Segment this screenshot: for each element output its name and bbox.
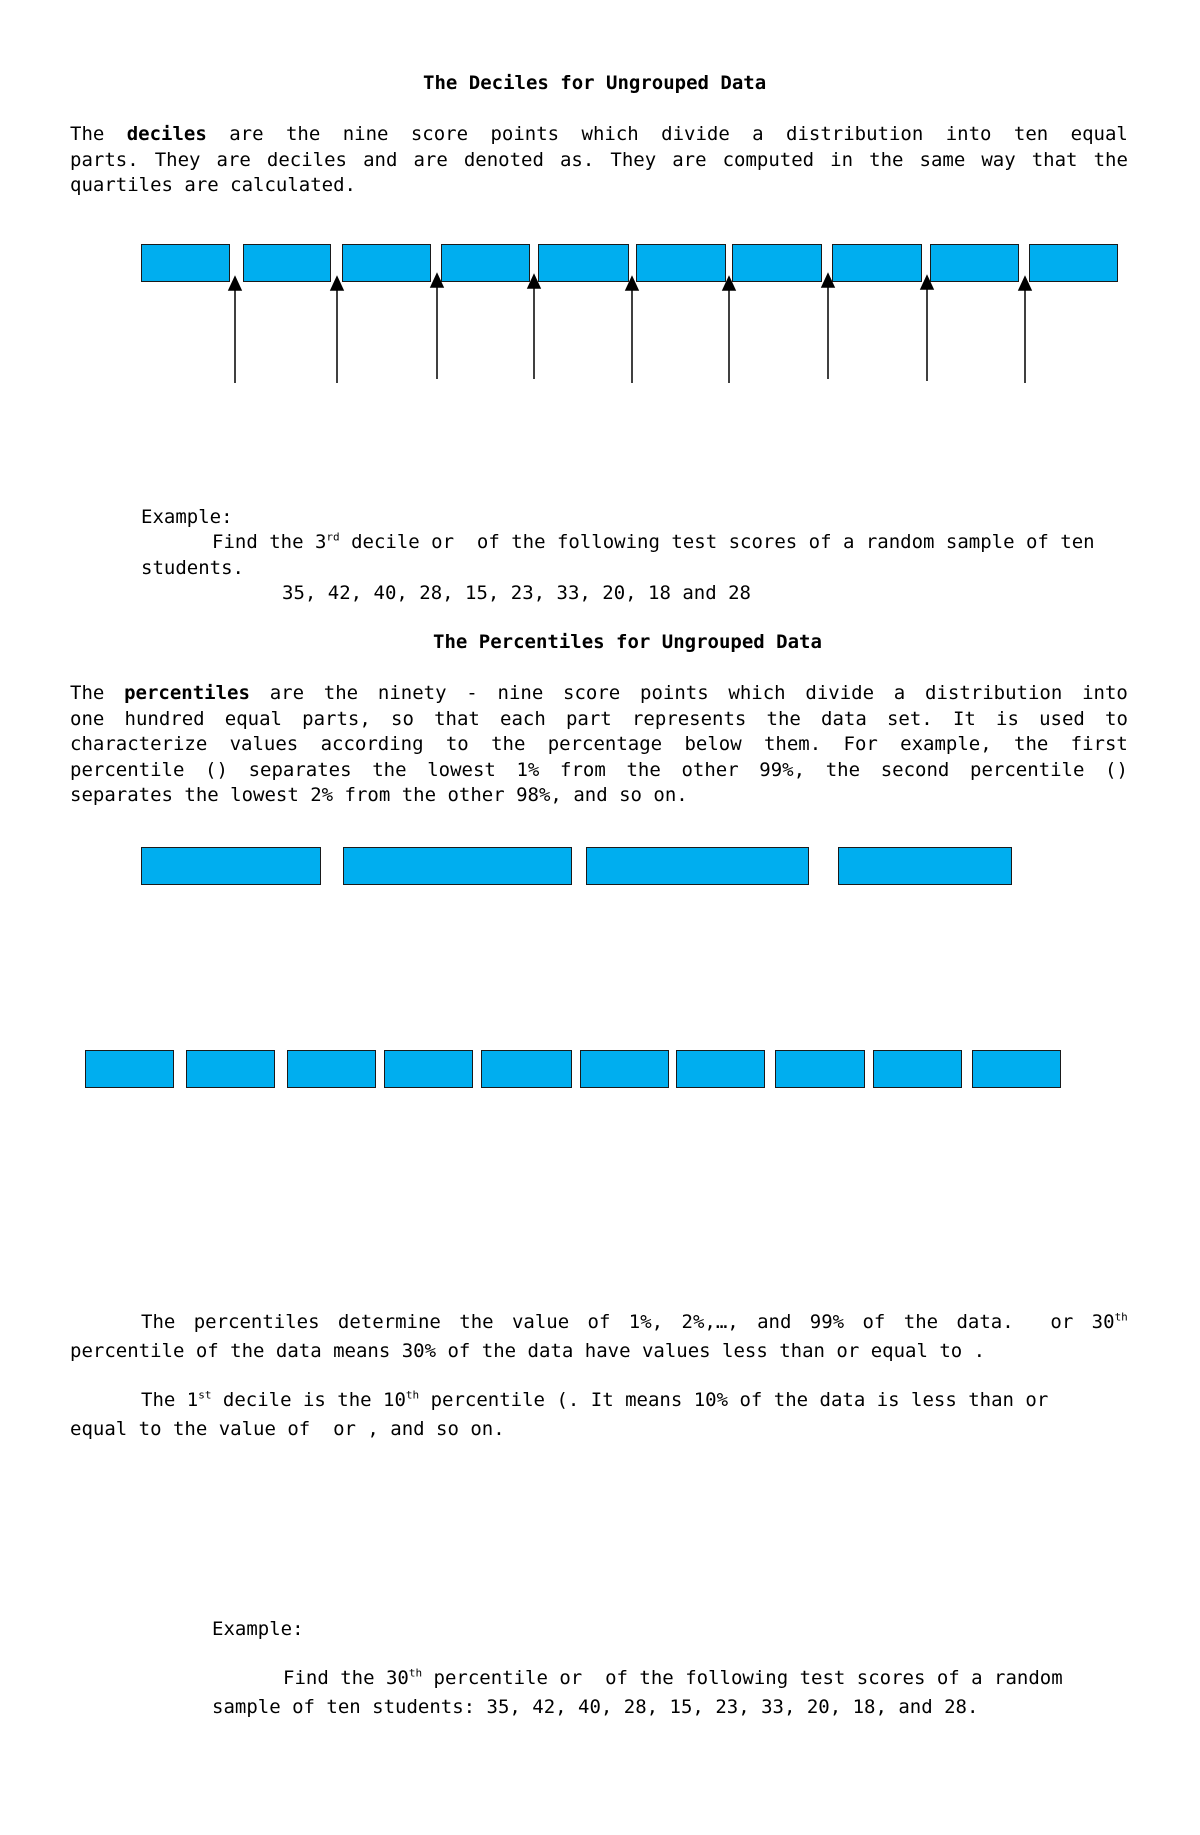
word: which [581, 123, 639, 145]
word: the [285, 123, 321, 145]
word: It [952, 708, 976, 730]
word: characterize [70, 733, 208, 755]
percentiles-paragraph-line-2 [70, 707, 1128, 731]
word: ninety [377, 682, 447, 704]
decile-arrowhead [822, 274, 834, 287]
percentile-box [343, 847, 572, 885]
word: denoted [463, 149, 544, 171]
word: of [862, 1311, 886, 1333]
word: below [684, 733, 742, 755]
word: points [640, 682, 709, 704]
percentiles-determine-line-1 [141, 1310, 1128, 1334]
word: the [372, 759, 407, 781]
percentile-box [838, 847, 1012, 885]
word: or [1050, 1311, 1074, 1333]
word: a [752, 123, 764, 145]
percentiles-paragraph-line-5: separates the lowest 2% from the other 98%, and so on. [70, 784, 688, 806]
word: They [154, 149, 201, 171]
percentiles-paragraph-line-1 [70, 681, 1128, 705]
word: distribution [786, 123, 924, 145]
decile-arrowhead [921, 276, 933, 289]
word: are [269, 682, 305, 704]
word: The [141, 1311, 176, 1333]
word: 1%, [628, 1311, 664, 1333]
word: first [1070, 733, 1128, 755]
word: represents [631, 708, 747, 730]
word: 1% [516, 759, 540, 781]
word: which [728, 682, 786, 704]
word: values [229, 733, 299, 755]
word: score [410, 123, 469, 145]
word: value [511, 1311, 570, 1333]
percentile-box [287, 1050, 376, 1088]
word: so [391, 708, 414, 730]
word: distribution [925, 682, 1063, 704]
word: the [766, 708, 801, 730]
word: a [893, 682, 906, 704]
word: 2%,…, [681, 1311, 739, 1333]
word: way [981, 149, 1016, 171]
percentiles-paragraph-line-3 [70, 732, 1128, 756]
word: the [626, 759, 661, 781]
deciles-example-text: Find the 3rd decile or of the following test scores of a random sample of ten [212, 530, 1095, 553]
decile-arrowhead [626, 277, 638, 290]
word: second [880, 759, 950, 781]
word: score [563, 682, 621, 704]
decile-arrowhead [723, 277, 735, 290]
percentiles-determine-line-2: percentile of the data means 30% of the data have values less than or equal to . [70, 1340, 986, 1362]
word: the [825, 759, 861, 781]
word: as. [559, 149, 595, 171]
word: are [413, 149, 448, 171]
deciles-example-label: Example: [141, 506, 233, 528]
word: parts, [302, 708, 371, 730]
word: is [996, 708, 1019, 730]
word: and [757, 1311, 792, 1333]
word: divide [661, 123, 730, 145]
word: the [903, 1311, 939, 1333]
deciles-paragraph-line-3: quartiles are calculated. [70, 174, 356, 196]
word: them. [763, 733, 822, 755]
word: of [587, 1311, 611, 1333]
deciles-example-data: 35, 42, 40, 28, 15, 23, 33, 20, 18 and 28 [282, 582, 751, 604]
word: deciles [126, 123, 207, 145]
percentile-box [676, 1050, 765, 1088]
word: computed [722, 149, 815, 171]
percentile-box [775, 1050, 865, 1088]
word: are [216, 149, 251, 171]
percentile-box [481, 1050, 572, 1088]
percentile-box [141, 847, 321, 885]
word: parts. [70, 149, 139, 171]
word: part [565, 708, 612, 730]
word: The [70, 123, 105, 145]
deciles-title: The Deciles for Ungrouped Data [423, 72, 767, 94]
percentile-box [85, 1050, 174, 1088]
word: - [466, 682, 478, 704]
word: equal [1070, 123, 1128, 145]
percentile-box [972, 1050, 1061, 1088]
word: percentage [547, 733, 663, 755]
word: into [945, 123, 992, 145]
word: For [843, 733, 878, 755]
word: () [1105, 759, 1128, 781]
percentiles-example-text-line-2: sample of ten students: 35, 42, 40, 28, 15, 23, 33, 20, 18, and 28. [212, 1696, 979, 1718]
word: set. [886, 708, 933, 730]
percentile-box [384, 1050, 473, 1088]
percentile-box [873, 1050, 962, 1088]
word: lowest [427, 759, 496, 781]
word: to [445, 733, 469, 755]
word: one [70, 708, 105, 730]
word: other [681, 759, 739, 781]
word: example, [900, 733, 992, 755]
percentiles-example-text [283, 1666, 1128, 1690]
word: percentiles [124, 682, 250, 704]
word: data. [956, 1311, 1014, 1333]
word: nine [497, 682, 544, 704]
decile-arrowhead [431, 274, 443, 287]
word: the [323, 682, 359, 704]
percentiles-title: The Percentiles for Ungrouped Data [433, 631, 822, 653]
decile-arrowhead [528, 275, 540, 288]
word: from [560, 759, 606, 781]
decile-arrowhead [1019, 277, 1031, 290]
word: nine [342, 123, 389, 145]
word: the [1093, 149, 1128, 171]
word: to [1105, 708, 1128, 730]
word: divide [805, 682, 875, 704]
decile-percentile-line-2: equal to the value of or , and so on. [70, 1418, 505, 1440]
word: are [229, 123, 264, 145]
word: that [1031, 149, 1078, 171]
percentile-box [586, 847, 809, 885]
deciles-example-text-line-2: students. [141, 557, 244, 579]
word: () [205, 759, 228, 781]
word: percentile [70, 759, 185, 781]
word: the [869, 149, 904, 171]
word: are [672, 149, 707, 171]
word: ten [1013, 123, 1049, 145]
word: equal [224, 708, 282, 730]
word: 30th [1091, 1310, 1128, 1333]
percentile-box [186, 1050, 275, 1088]
word: used [1039, 708, 1085, 730]
decile-arrowhead [331, 277, 343, 290]
word: in [830, 149, 854, 171]
decile-arrowhead [229, 277, 241, 290]
word: according [320, 733, 424, 755]
decile-percentile-text: The 1st decile is the 10th percentile (. It means 10% of the data is less than or [141, 1388, 1049, 1411]
word: deciles [266, 149, 347, 171]
word: the [491, 733, 526, 755]
word: into [1082, 682, 1128, 704]
word: hundred [124, 708, 205, 730]
percentiles-paragraph-line-4 [70, 758, 1128, 782]
word: same [919, 149, 966, 171]
word: determine [337, 1311, 441, 1333]
word: 99% [809, 1311, 845, 1333]
word: data [821, 708, 867, 730]
word: and [363, 149, 398, 171]
word: The [70, 682, 105, 704]
percentile-box [580, 1050, 669, 1088]
word: 99%, [759, 759, 806, 781]
word: percentiles [193, 1311, 320, 1333]
word: the [459, 1311, 494, 1333]
word: They [610, 149, 657, 171]
word: that [434, 708, 480, 730]
percentiles-example-label: Example: [212, 1618, 304, 1640]
word: separates [248, 759, 352, 781]
word: points [490, 123, 560, 145]
decile-percentile-line-1 [141, 1388, 1128, 1412]
percentiles-example-sentence: Find the 30th percentile or of the following test scores of a random [283, 1666, 1063, 1689]
word: the [1014, 733, 1049, 755]
word: each [500, 708, 546, 730]
word: percentile [970, 759, 1085, 781]
